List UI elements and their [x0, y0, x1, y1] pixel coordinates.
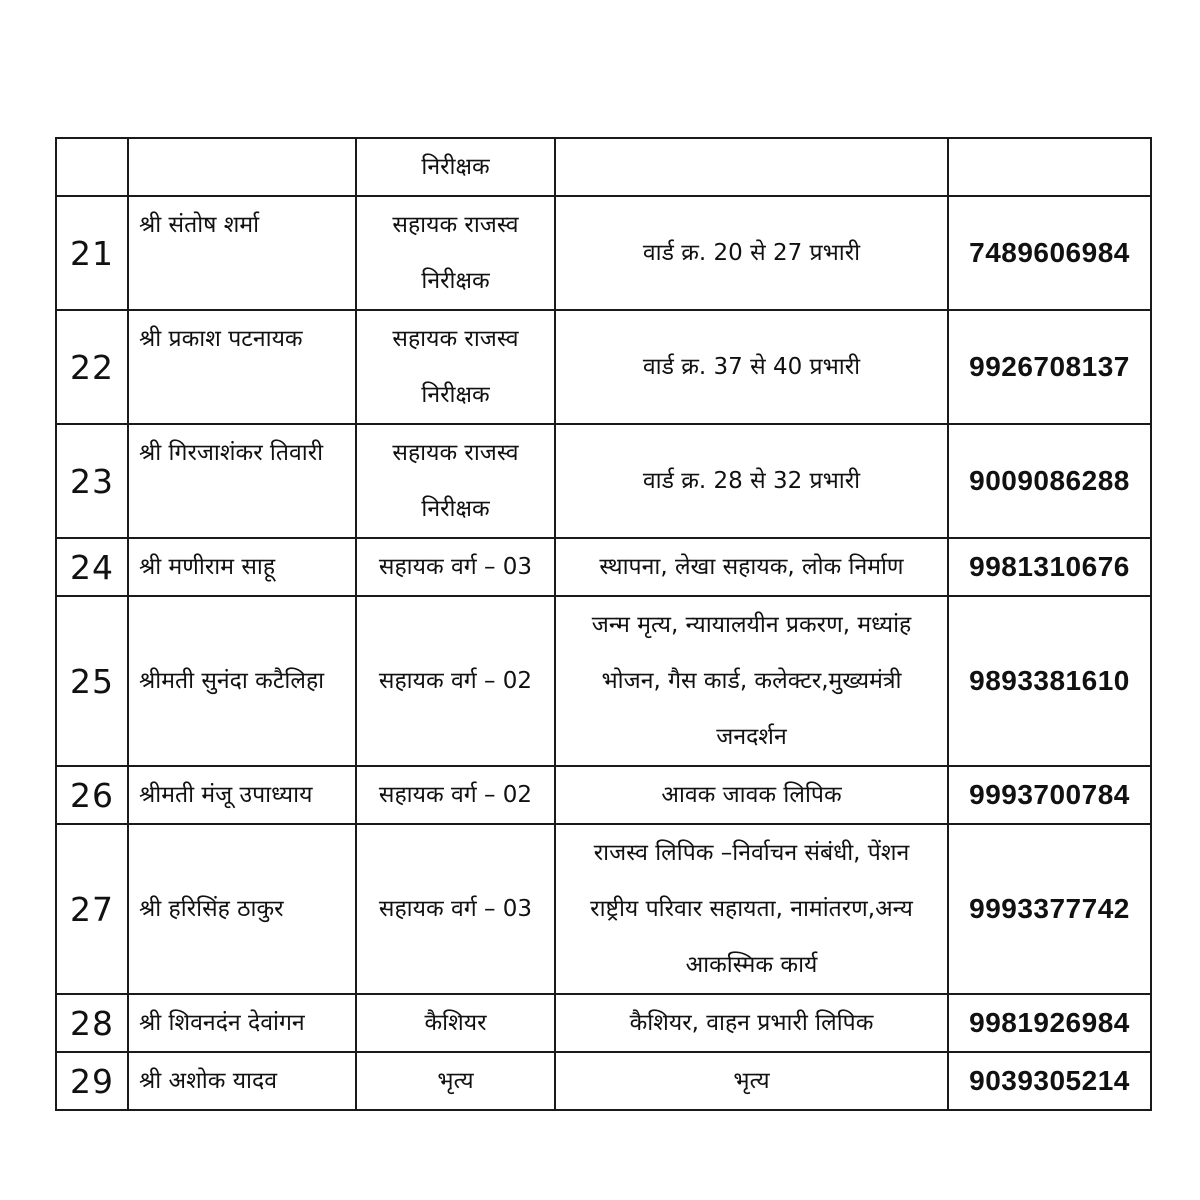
- post-cell: [356, 766, 555, 824]
- work-line: कैशियर, वाहन प्रभारी लिपिक: [629, 1010, 874, 1036]
- table-row: [56, 1052, 1151, 1110]
- phone-number-cell: 9993377742: [948, 824, 1151, 994]
- post-line: सहायक वर्ग – 03: [378, 554, 533, 580]
- post-line: सहायक वर्ग – 02: [378, 782, 533, 808]
- table-row: [56, 196, 1151, 310]
- table-row: [56, 766, 1151, 824]
- name-cell: श्रीमती मंजू उपाध्याय: [128, 766, 356, 824]
- post-line: सहायक राजस्व: [392, 326, 519, 352]
- post-cell: निरीक्षक: [356, 138, 555, 196]
- work-cell: [555, 1052, 948, 1110]
- work-line: राष्ट्रीय परिवार सहायता, नामांतरण,अन्य: [590, 896, 913, 922]
- post-cell: [356, 596, 555, 766]
- table-row: [56, 310, 1151, 424]
- work-line: भृत्य: [733, 1068, 770, 1094]
- post-line: निरीक्षक: [421, 268, 490, 294]
- phone-number-cell: 9981926984: [948, 994, 1151, 1052]
- table-row: [56, 596, 1151, 766]
- post-cell: [356, 424, 555, 538]
- post-cell: [356, 538, 555, 596]
- phone-number-cell: 9981310676: [948, 538, 1151, 596]
- table-row: [56, 994, 1151, 1052]
- table-row: [56, 424, 1151, 538]
- post-cell: [356, 196, 555, 310]
- serial-number-cell: 25: [56, 596, 128, 766]
- work-line: जन्म मृत्य, न्यायालयीन प्रकरण, मध्यांह: [591, 612, 912, 638]
- post-line: निरीक्षक: [421, 382, 490, 408]
- work-cell: [555, 310, 948, 424]
- name-cell: [128, 138, 356, 196]
- name-cell: श्री हरिसिंह ठाकुर: [128, 824, 356, 994]
- post-line: निरीक्षक: [421, 496, 490, 522]
- serial-number-cell: 23: [56, 424, 128, 538]
- serial-number-cell: 22: [56, 310, 128, 424]
- phone-number-cell: 9893381610: [948, 596, 1151, 766]
- name-cell: श्री अशोक यादव: [128, 1052, 356, 1110]
- table-row: [56, 824, 1151, 994]
- post-line: कैशियर: [424, 1010, 487, 1036]
- serial-number-cell: [56, 138, 128, 196]
- work-cell: [555, 824, 948, 994]
- work-cell: [555, 538, 948, 596]
- work-cell: [555, 994, 948, 1052]
- name-cell: श्री मणीराम साहू: [128, 538, 356, 596]
- post-cell: [356, 1052, 555, 1110]
- serial-number-cell: 26: [56, 766, 128, 824]
- post-line: सहायक राजस्व: [392, 440, 519, 466]
- post-line: सहायक वर्ग – 02: [378, 668, 533, 694]
- phone-number-cell: 9926708137: [948, 310, 1151, 424]
- work-cell: [555, 138, 948, 196]
- staff-table: [55, 137, 1152, 1111]
- post-line: सहायक वर्ग – 03: [378, 896, 533, 922]
- work-line: भोजन, गैस कार्ड, कलेक्टर,मुख्यमंत्री: [601, 668, 902, 694]
- serial-number-cell: 29: [56, 1052, 128, 1110]
- name-cell: श्री संतोष शर्मा: [128, 196, 356, 310]
- table-body: [56, 138, 1151, 1110]
- work-line: आवक जावक लिपिक: [661, 782, 842, 808]
- post-cell: [356, 994, 555, 1052]
- name-cell: श्री गिरजाशंकर तिवारी: [128, 424, 356, 538]
- name-cell: श्रीमती सुनंदा कटैलिहा: [128, 596, 356, 766]
- name-cell: श्री शिवनदंन देवांगन: [128, 994, 356, 1052]
- work-line: वार्ड क्र. 37 से 40 प्रभारी: [642, 354, 861, 380]
- post-line: सहायक राजस्व: [392, 212, 519, 238]
- serial-number-cell: 24: [56, 538, 128, 596]
- work-cell: [555, 766, 948, 824]
- work-line: आकस्मिक कार्य: [685, 952, 818, 978]
- serial-number-cell: 21: [56, 196, 128, 310]
- phone-number-cell: 9993700784: [948, 766, 1151, 824]
- post-cell: [356, 310, 555, 424]
- work-cell: [555, 424, 948, 538]
- phone-cell: [948, 138, 1151, 196]
- phone-number-cell: 9039305214: [948, 1052, 1151, 1110]
- work-line: वार्ड क्र. 28 से 32 प्रभारी: [642, 468, 861, 494]
- work-line: राजस्व लिपिक –निर्वाचन संबंधी, पेंशन: [593, 840, 910, 866]
- table-row: [56, 538, 1151, 596]
- serial-number-cell: 28: [56, 994, 128, 1052]
- work-line: जनदर्शन: [716, 724, 787, 750]
- phone-number-cell: 9009086288: [948, 424, 1151, 538]
- post-cell: [356, 824, 555, 994]
- serial-number-cell: 27: [56, 824, 128, 994]
- post-line: भृत्य: [437, 1068, 474, 1094]
- work-line: वार्ड क्र. 20 से 27 प्रभारी: [642, 240, 861, 266]
- work-line: स्थापना, लेखा सहायक, लोक निर्माण: [599, 554, 904, 580]
- phone-number-cell: 7489606984: [948, 196, 1151, 310]
- work-cell: [555, 596, 948, 766]
- name-cell: श्री प्रकाश पटनायक: [128, 310, 356, 424]
- work-cell: [555, 196, 948, 310]
- table-row: [56, 138, 1151, 196]
